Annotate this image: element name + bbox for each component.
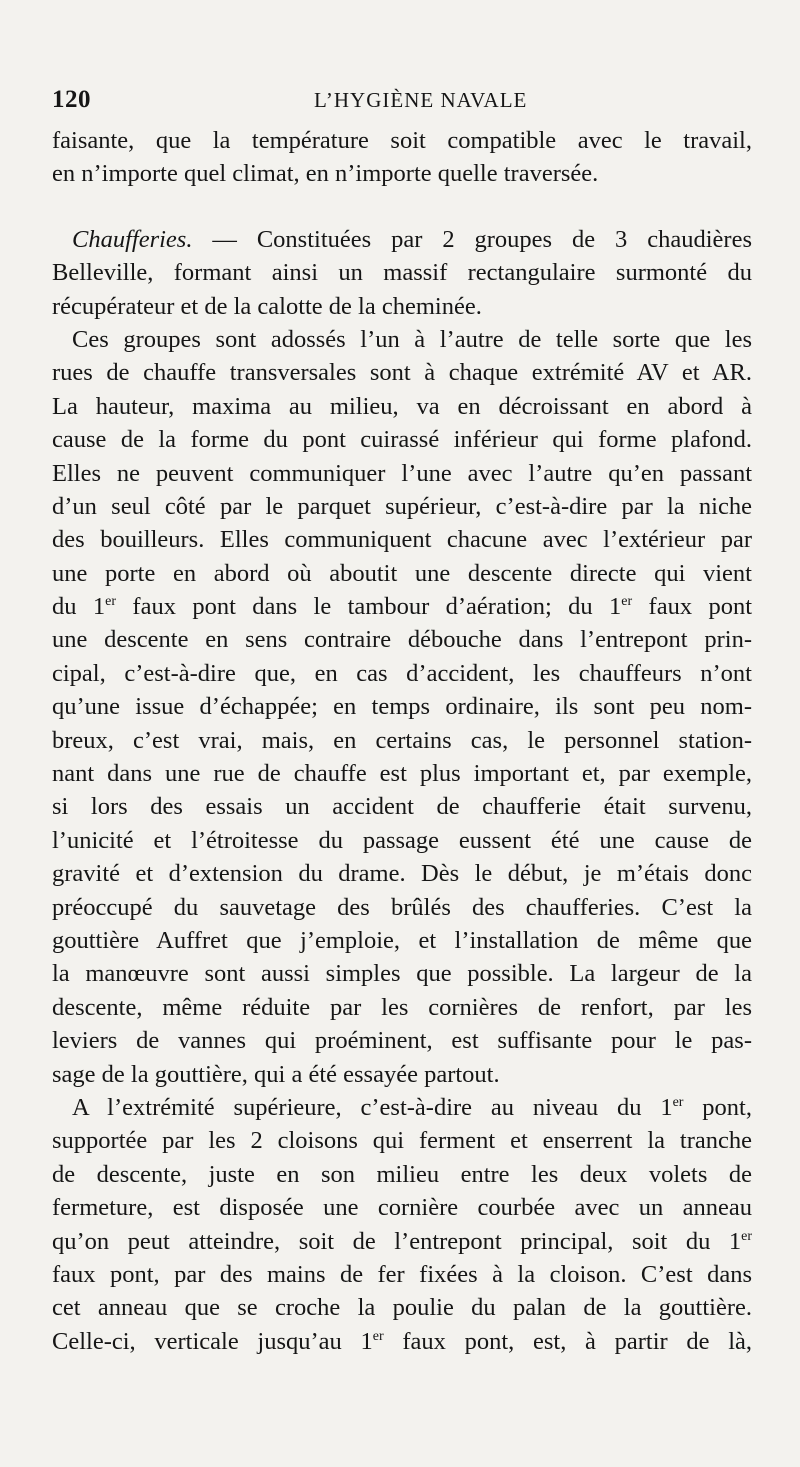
page-header — [52, 86, 752, 116]
text-span: — Constituées par 2 groupes de 3 chaudières — [192, 225, 752, 253]
text-line: une porte en abord où aboutit une descente directe qui vient — [52, 559, 752, 587]
section-heading: Chaufferies. — [72, 225, 193, 253]
text-line — [52, 590, 752, 623]
text-line: Elles ne peuvent communiquer l’une avec l’autre qu’en passant — [52, 459, 752, 487]
text-span: A l’extrémité supérieure, c’est-à-dire au niveau du 1 — [72, 1093, 673, 1121]
text-line — [52, 1325, 752, 1358]
superscript: er — [741, 1228, 752, 1244]
text-line: en n’importe quel climat, en n’importe quelle traversée. — [52, 160, 599, 188]
text-span: faux pont dans le tambour d’aération; du 1 — [116, 593, 622, 621]
text-line: l’unicité et l’étroitesse du passage eussent été une cause de — [52, 826, 752, 854]
text-line: fermeture, est disposée une cornière courbée avec un anneau — [52, 1194, 752, 1222]
body-text — [52, 124, 752, 1358]
text-line: faux pont, par des mains de fer fixées à la cloison. C’est dans — [52, 1260, 752, 1288]
text-line: si lors des essais un accident de chaufferie était survenu, — [52, 793, 752, 821]
text-line: supportée par les 2 cloisons qui ferment et enserrent la tranche — [52, 1127, 752, 1155]
text-span: du 1 — [52, 593, 106, 621]
text-line — [52, 1225, 752, 1258]
superscript: er — [105, 594, 117, 610]
text-line: nant dans une rue de chauffe est plus important et, par exemple, — [52, 760, 752, 788]
text-line: cause de la forme du pont cuirassé inférieur qui forme plafond. — [52, 426, 752, 454]
text-span: Celle-ci, verticale jusqu’au 1 — [52, 1327, 373, 1355]
paragraph-extremite — [52, 1091, 752, 1358]
text-line: leviers de vannes qui proéminent, est suffisante pour le pas- — [52, 1027, 752, 1055]
page-number: 120 — [52, 86, 91, 113]
text-line: des bouilleurs. Elles communiquent chacune avec l’extérieur par — [52, 526, 752, 554]
text-line: récupérateur et de la calotte de la cheminée. — [52, 292, 482, 320]
text-line: Ces groupes sont adossés l’un à l’autre de telle sorte que les — [72, 325, 752, 353]
text-span: faux pont, est, à partir de là, — [383, 1327, 752, 1355]
text-span: pont, — [683, 1093, 752, 1121]
text-line: Belleville, formant ainsi un massif rectangulaire surmonté du — [52, 259, 752, 287]
text-line: qu’une issue d’échappée; en temps ordinaire, ils sont peu nom- — [52, 693, 752, 721]
text-line: gravité et d’extension du drame. Dès le début, je m’étais donc — [52, 860, 752, 888]
text-span: faux pont — [632, 593, 753, 621]
text-line: cipal, c’est-à-dire que, en cas d’accident, les chauffeurs n’ont — [52, 659, 752, 687]
text-line: gouttière Auffret que j’emploie, et l’installation de même que — [52, 926, 752, 954]
superscript: er — [621, 594, 633, 610]
text-line: d’un seul côté par le parquet supérieur, c’est-à-dire par la niche — [52, 492, 752, 520]
running-title: L’HYGIÈNE NAVALE — [314, 88, 528, 112]
text-line: une descente en sens contraire débouche dans l’entrepont prin- — [52, 626, 752, 654]
text-line: la manœuvre sont aussi simples que possible. La largeur de la — [52, 960, 752, 988]
superscript: er — [672, 1094, 684, 1110]
text-line: breux, c’est vrai, mais, en certains cas, le personnel station- — [52, 726, 752, 754]
text-line: sage de la gouttière, qui a été essayée partout. — [52, 1060, 500, 1088]
text-span: qu’on peut atteindre, soit de l’entrepont principal, soit du 1 — [52, 1227, 742, 1255]
text-line: de descente, juste en son milieu entre les deux volets de — [52, 1160, 752, 1188]
paragraph-gap — [52, 191, 752, 223]
text-line — [52, 223, 752, 256]
text-line: descente, même réduite par les cornières de renfort, par les — [52, 993, 752, 1021]
text-line: faisante, que la température soit compatible avec le travail, — [52, 127, 752, 154]
paragraph-groupes — [52, 323, 752, 1091]
text-line: préoccupé du sauvetage des brûlés des chaufferies. C’est la — [52, 893, 752, 921]
paragraph-continuation — [52, 124, 752, 191]
text-line: rues de chauffe transversales sont à chaque extrémité AV et AR. — [52, 359, 752, 387]
paragraph-chaufferies — [52, 223, 752, 323]
text-line: La hauteur, maxima au milieu, va en décroissant en abord à — [52, 392, 752, 420]
text-line — [52, 1091, 752, 1124]
superscript: er — [372, 1328, 384, 1344]
text-line: cet anneau que se croche la poulie du palan de la gouttière. — [52, 1294, 752, 1322]
